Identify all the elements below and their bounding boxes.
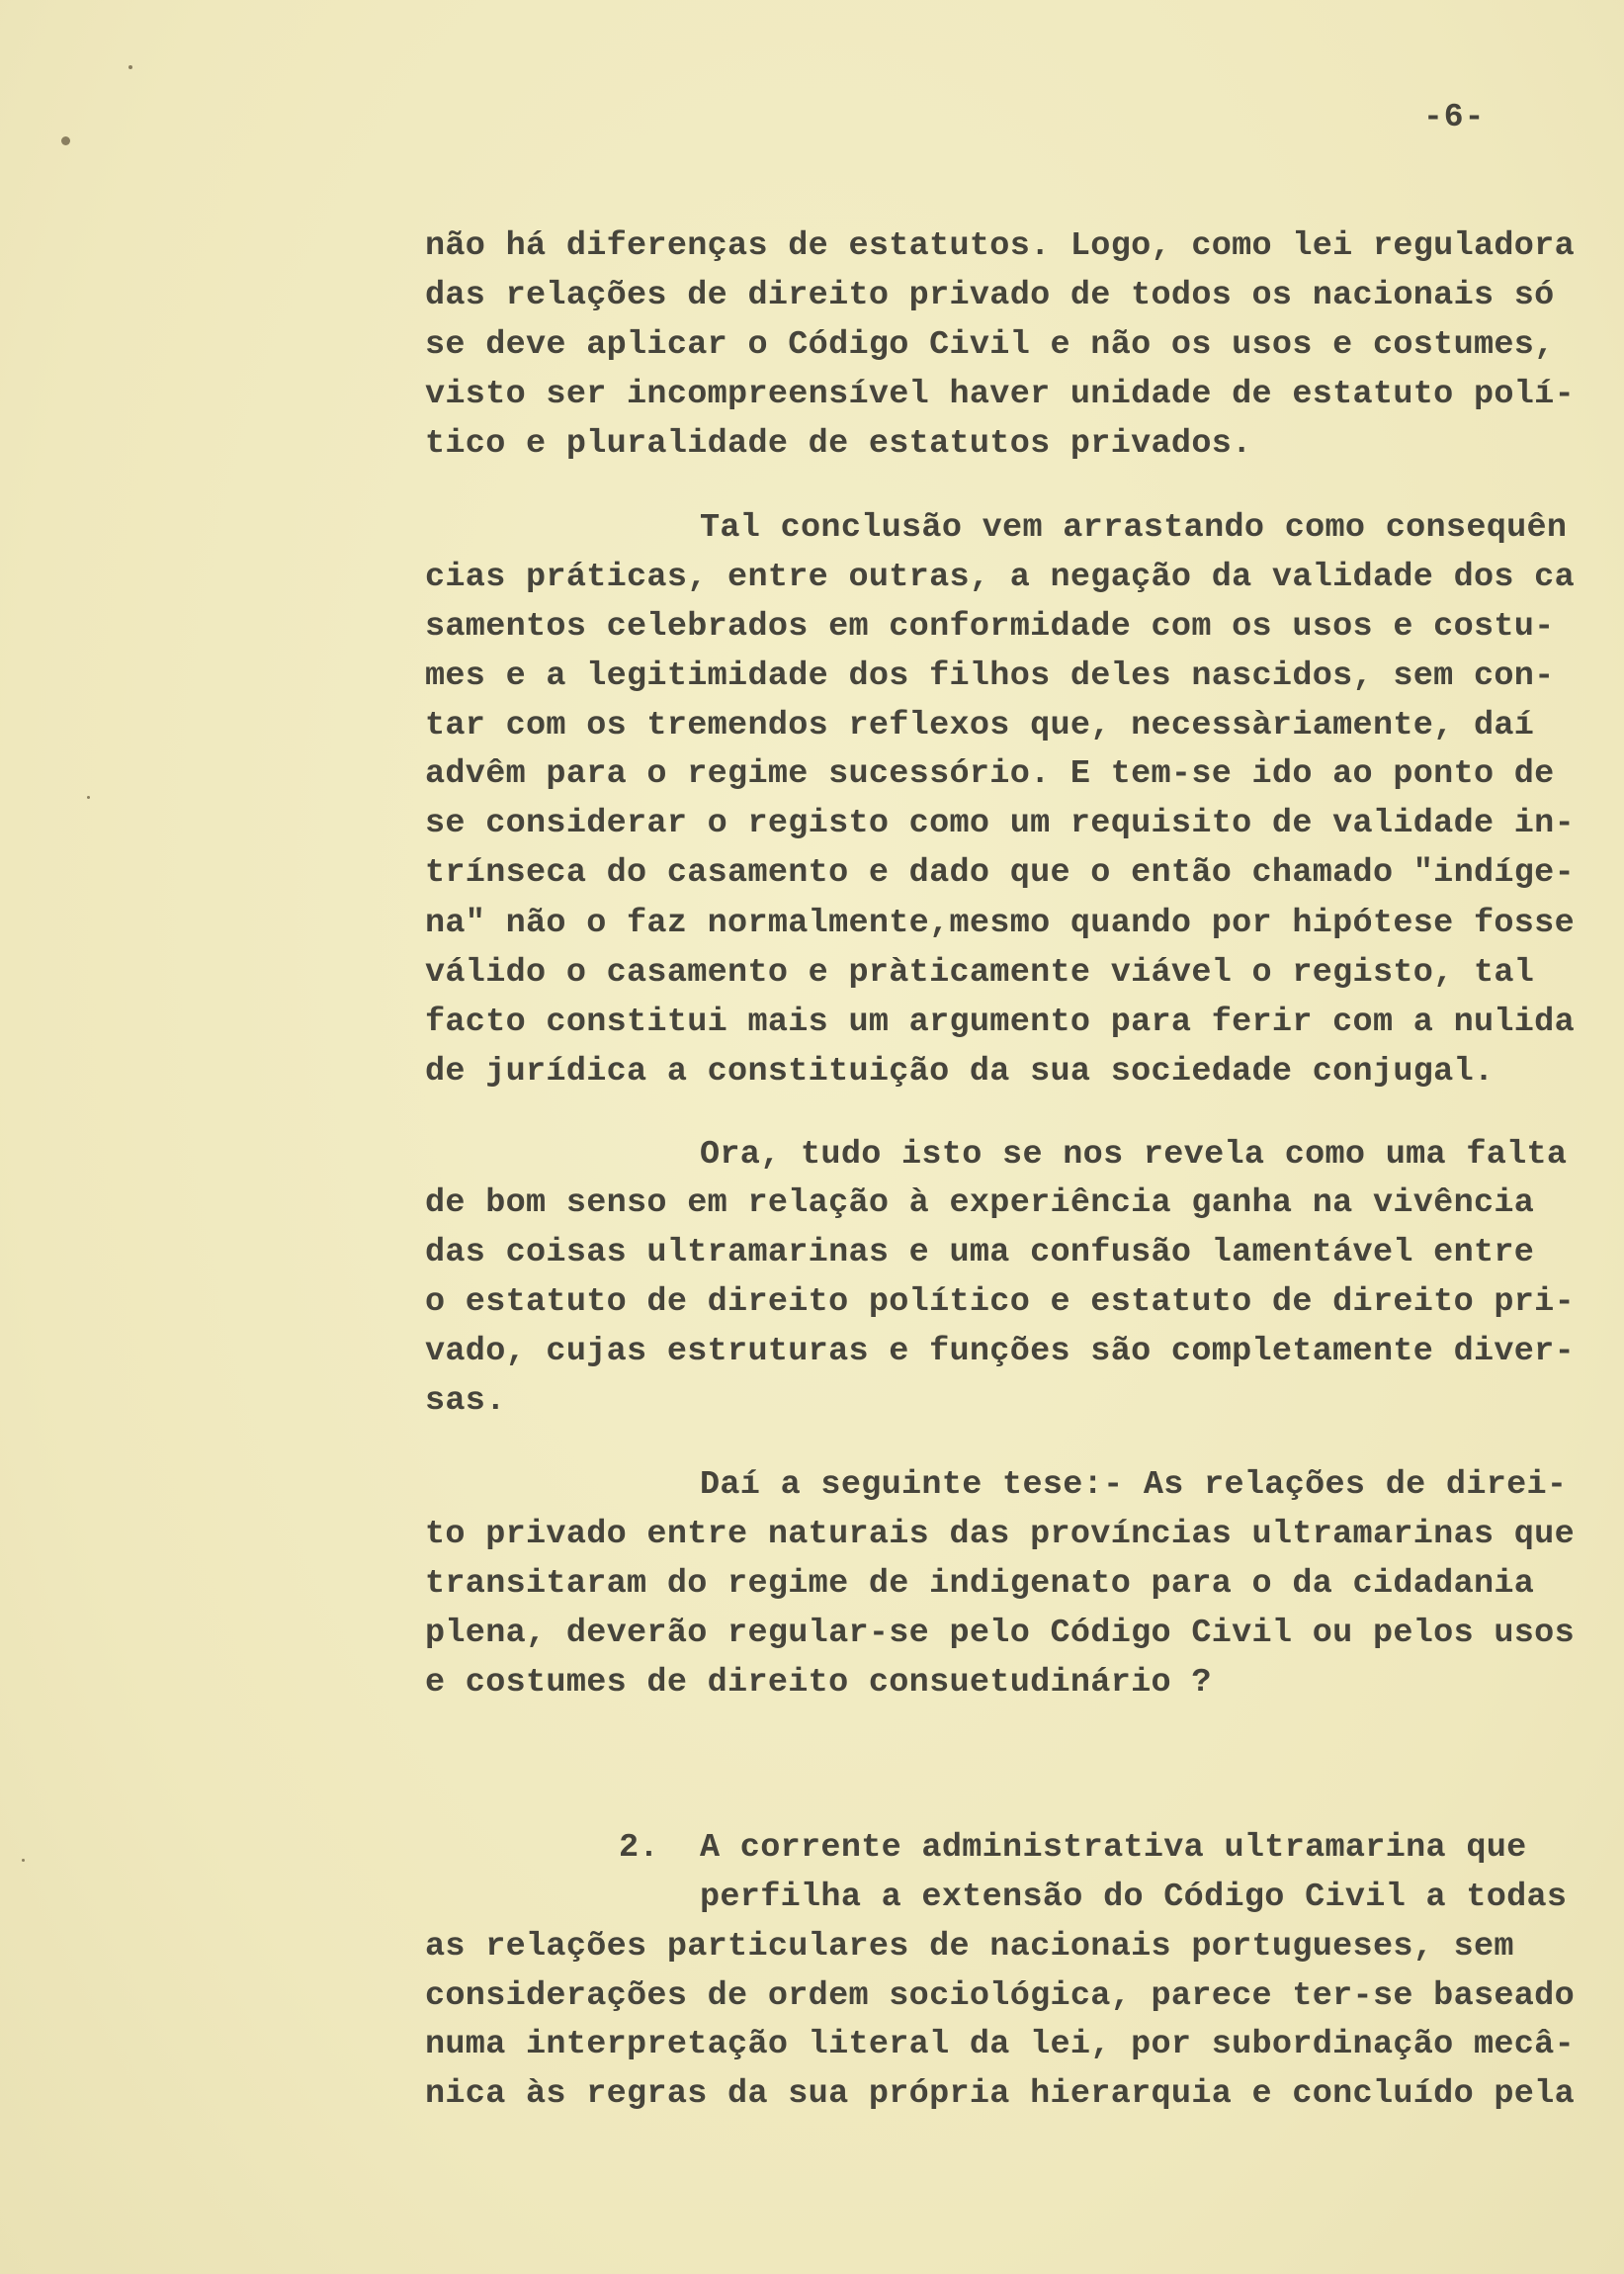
text-line: visto ser incompreensível haver unidade de estatuto polí- <box>425 376 1575 413</box>
text-line: de jurídica a constituição da sua sociedade conjugal. <box>425 1053 1495 1091</box>
text-line: sas. <box>425 1382 506 1420</box>
text-line: Daí a seguinte tese:- As relações de direi- <box>700 1466 1568 1504</box>
text-line: Tal conclusão vem arrastando como consequên <box>700 509 1568 547</box>
text-line: o estatuto de direito político e estatuto de direito pri- <box>425 1283 1575 1321</box>
page-number: -6- <box>1423 99 1486 135</box>
text-line: numa interpretação literal da lei, por subordinação mecâ- <box>425 2026 1575 2063</box>
text-line: tar com os tremendos reflexos que, necessàriamente, daí <box>425 707 1535 744</box>
text-line: das coisas ultramarinas e uma confusão lamentável entre <box>425 1234 1535 1271</box>
text-line: samentos celebrados em conformidade com os usos e costu- <box>425 608 1555 646</box>
text-line: to privado entre naturais das províncias ultramarinas que <box>425 1516 1575 1553</box>
text-line: cias práticas, entre outras, a negação da validade dos ca <box>425 559 1575 596</box>
text-line: tico e pluralidade de estatutos privados. <box>425 425 1252 463</box>
text-line: se deve aplicar o Código Civil e não os usos e costumes, <box>425 326 1555 364</box>
section-number: 2. <box>619 1829 659 1867</box>
text-line: plena, deverão regular-se pelo Código Civil ou pelos usos <box>425 1615 1575 1652</box>
text-line: as relações particulares de nacionais portugueses, sem <box>425 1928 1514 1966</box>
paper-speck <box>87 796 90 799</box>
text-line: A corrente administrativa ultramarina que <box>700 1829 1527 1867</box>
text-line: Ora, tudo isto se nos revela como uma falta <box>700 1136 1568 1174</box>
paper-speck <box>22 1859 25 1862</box>
text-line: e costumes de direito consuetudinário ? <box>425 1664 1212 1702</box>
text-line: na" não o faz normalmente,mesmo quando por hipótese fosse <box>425 905 1575 942</box>
paper-speck <box>128 65 132 69</box>
paper-speck <box>61 136 70 145</box>
text-line: trínseca do casamento e dado que o então chamado "indíge- <box>425 854 1575 892</box>
text-line: facto constitui mais um argumento para ferir com a nulida <box>425 1004 1575 1041</box>
text-line: das relações de direito privado de todos os nacionais só <box>425 277 1555 314</box>
text-line: transitaram do regime de indigenato para o da cidadania <box>425 1565 1535 1603</box>
text-line: se considerar o registo como um requisito de validade in- <box>425 805 1575 842</box>
text-line: nica às regras da sua própria hierarquia e concluído pela <box>425 2075 1575 2113</box>
text-line: considerações de ordem sociológica, parece ter-se baseado <box>425 1977 1575 2015</box>
text-line: vado, cujas estruturas e funções são completamente diver- <box>425 1333 1575 1370</box>
text-line: perfilha a extensão do Código Civil a todas <box>700 1879 1568 1916</box>
text-line: advêm para o regime sucessório. E tem-se ido ao ponto de <box>425 755 1555 793</box>
text-line: não há diferenças de estatutos. Logo, como lei reguladora <box>425 227 1575 265</box>
text-line: válido o casamento e pràticamente viável o registo, tal <box>425 954 1535 992</box>
text-line: de bom senso em relação à experiência ganha na vivência <box>425 1184 1535 1222</box>
text-line: mes e a legitimidade dos filhos deles nascidos, sem con- <box>425 657 1555 695</box>
